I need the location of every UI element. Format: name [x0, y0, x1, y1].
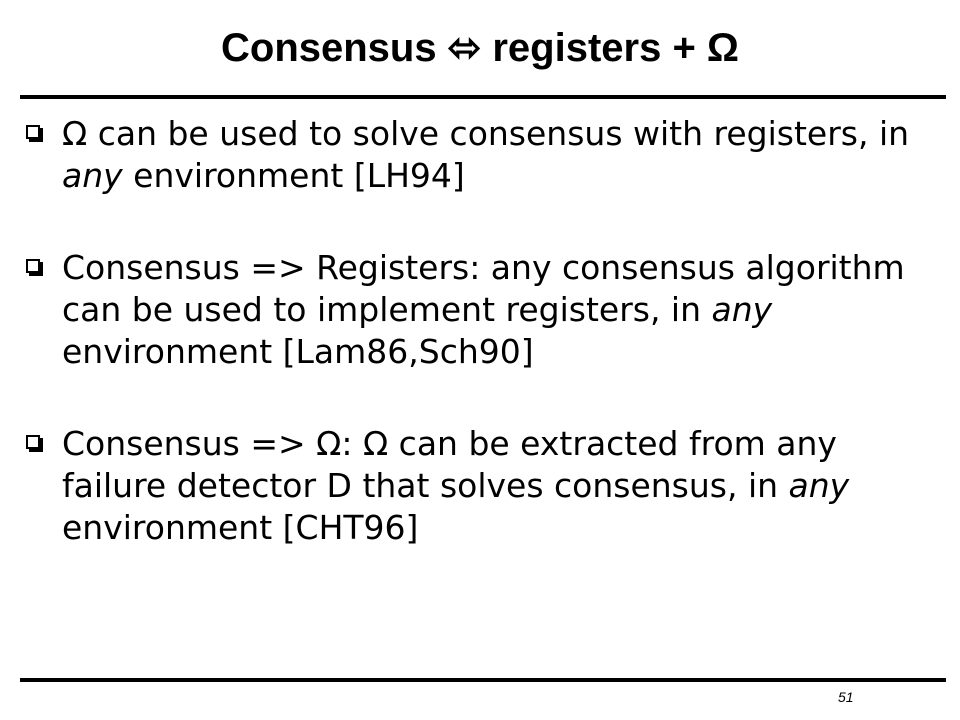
- bullet-text-segment: environment [LH94]: [122, 156, 465, 195]
- checkbox-bullet-icon: [26, 125, 40, 139]
- bullet-item: [24, 423, 934, 549]
- bullet-text-segment: Consensus => Ω: Ω can be extracted from any failure detector D that solves consensus, in: [62, 424, 837, 505]
- bullet-text-segment: environment [Lam86,Sch90]: [62, 332, 534, 371]
- bullet-emphasis: any: [788, 466, 850, 505]
- bullet-text-segment: Ω can be used to solve consensus with registers, in: [62, 114, 910, 153]
- bullet-emphasis: any: [62, 156, 123, 195]
- bullet-text: [62, 424, 849, 547]
- title-divider: [20, 95, 946, 99]
- footer-divider: [20, 678, 946, 682]
- bullet-text-segment: Consensus => Registers: any consensus algorithm can be used to implement registers, in: [62, 248, 905, 329]
- bullet-text: [62, 248, 905, 371]
- bullet-text: [62, 114, 909, 195]
- checkbox-bullet-icon: [26, 259, 40, 273]
- bullet-item: [24, 113, 934, 197]
- page-number: 51: [838, 689, 854, 705]
- bullet-emphasis: any: [711, 290, 773, 329]
- bullet-item: [24, 247, 934, 373]
- checkbox-bullet-icon: [26, 435, 40, 449]
- bullet-text-segment: environment [CHT96]: [62, 508, 419, 547]
- slide-title: Consensus ⬄ registers + Ω: [221, 26, 739, 70]
- bullet-list: [24, 113, 934, 549]
